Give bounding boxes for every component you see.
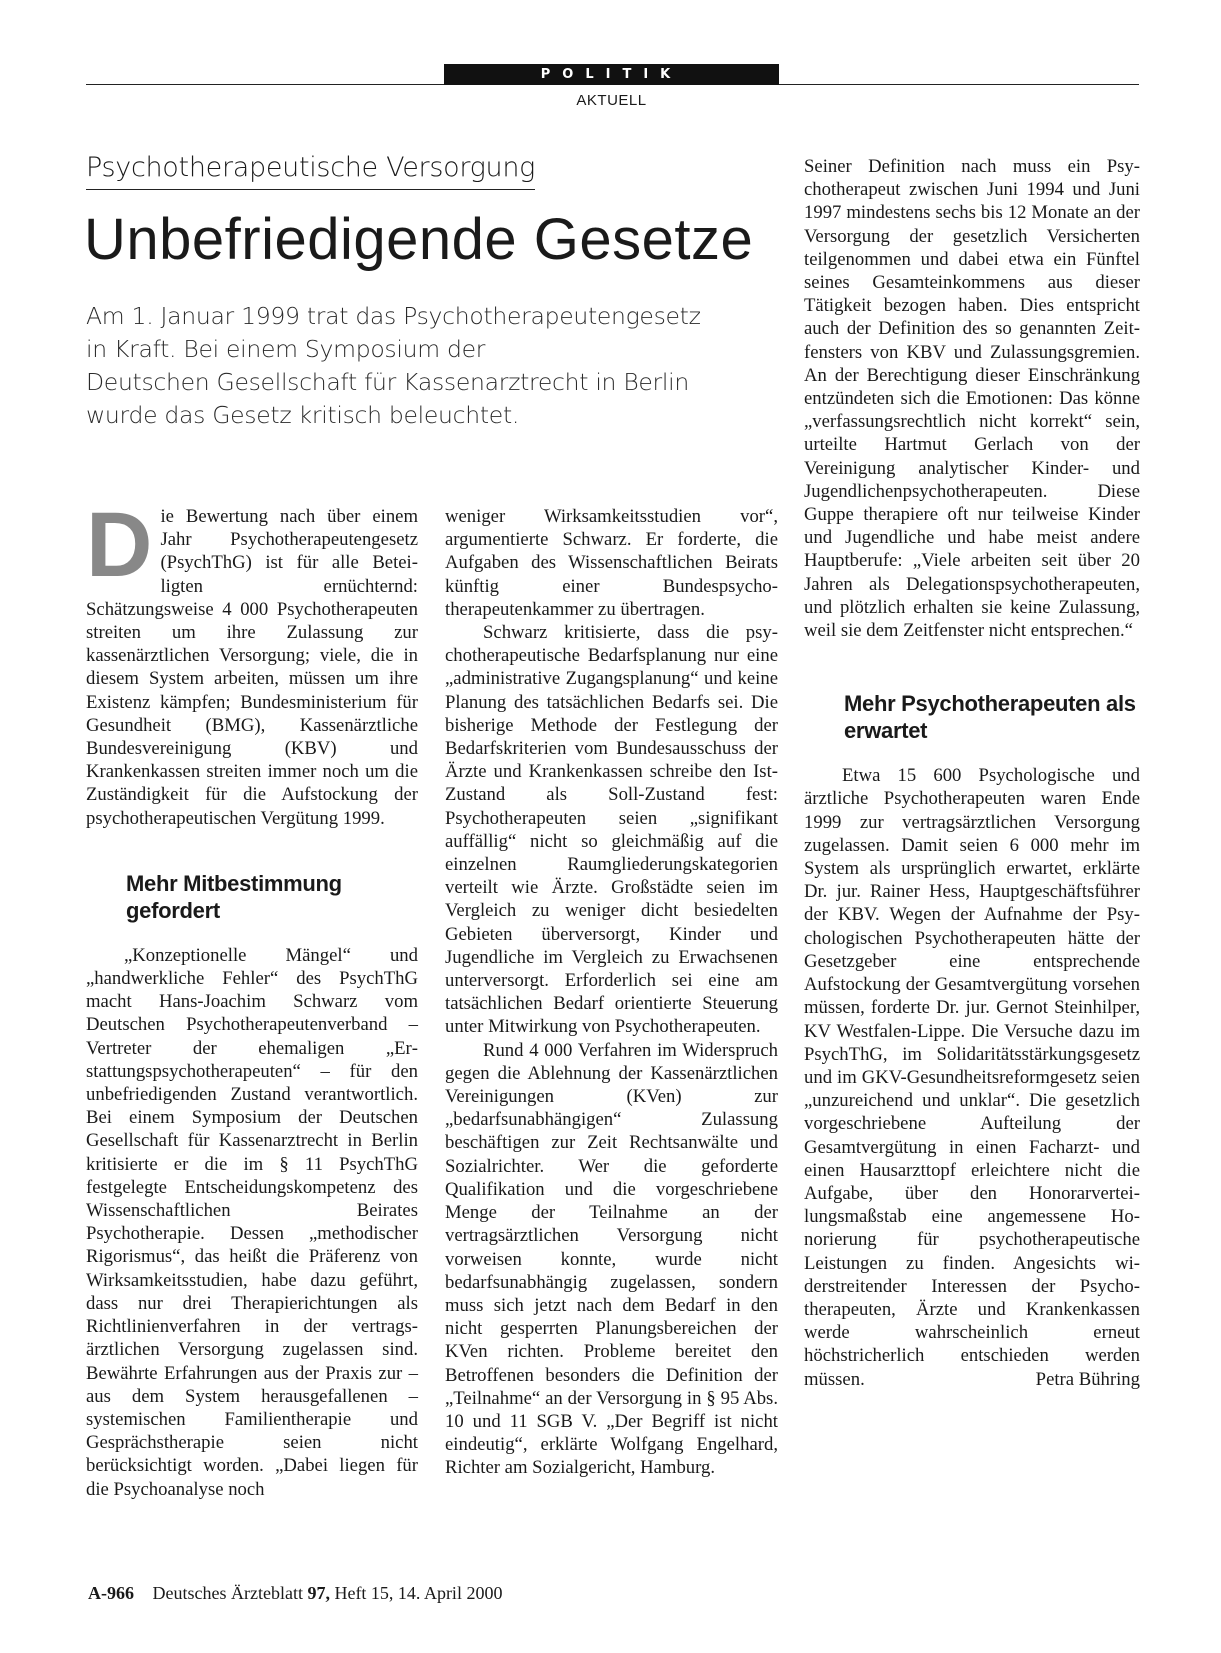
lead-line: Deutschen Gesellschaft für Kassenarztrecht in Berlin xyxy=(86,368,689,396)
article-lead xyxy=(86,300,766,432)
body-paragraph: Schwarz kritisierte, dass die psychotherapeutische Bedarfsplanung nur eine „administrative Zugangsplanung“ und keine Planung des tatsächlichen Bedarfs sei. Die bisherige Methode der Festlegung der Bedarfskriterien vom Bundesausschuss der Ärzte und Krankenkassen schreibe den Ist-Zustand als Soll-Zustand fest: Psychotherapeuten seien „signifikant auffällig“ nicht so gleichmäßig auf die einzelnen Raumgliederungskategorien verteilt wie Ärzte. Großstädte seien im Vergleich zu weniger dicht besiedelten Gebieten überversorgt, Kinder und Jugendliche im Vergleich zu Erwachsenen unterversorgt. Erforderlich sei eine am tatsächlichen Bedarf orientierte Steuerung unter Mitwirkung von Psychotherapeuten. xyxy=(445,622,778,1038)
text-column-3 xyxy=(804,155,1140,1391)
lead-line: wurde das Gesetz kritisch beleuchtet. xyxy=(86,401,520,429)
journal-name: Deutsches Ärzteblatt xyxy=(152,1583,303,1603)
intro-paragraph xyxy=(86,494,418,830)
journal-issue: Heft 15, 14. April 2000 xyxy=(334,1583,503,1603)
body-paragraph xyxy=(804,764,1140,1390)
subheading-1: Mehr Mitbestimmung gefordert xyxy=(126,870,342,923)
subheading-2: Mehr Psychotherapeuten als erwartet xyxy=(844,691,1136,744)
body-text: Etwa 15 600 Psychologische und ärztliche Psychotherapeuten waren Ende 1999 zur vertragsärztlichen Versorgung zugelassen. Damit seien 6 000 mehr im System als ursprünglich erwartet, erklärte Dr. jur. Rainer Hess, Hauptgeschäftsführer der KBV. Wegen der Aufnahme der Psychologischen Psychotherapeuten hätte der Gesetzgeber eine entsprechende Aufstockung der Gesamtvergütung vorsehen müssen, forderte Dr. jur. Gernot Steinhilper, KV Westfalen-Lippe. Die Versuche dazu im PsychThG, im Solidaritätsstärkungsgesetz und im GKV-Gesundheitsreformgesetz seien „unzureichend und unklar“. Die gesetzlich vorgeschriebene Aufteilung der Gesamtvergütung in einen Facharzt- und einen Hausarzttopf erleichtere nicht die Aufgabe, über den Honorarverteilungsmaßstab eine angemessene Honorierung für psychotherapeutische Leistungen zu finden. Angesichts widerstreitender Interessen der Psychotherapeuten, Ärzte und Krankenkassen werde wahrscheinlich erneut höchstricherlich entschieden werden müssen. xyxy=(804,765,1140,1390)
dropcap: D xyxy=(86,494,153,596)
section-label: POLITIK xyxy=(444,64,779,85)
body-paragraph: weniger Wirksamkeitsstudien vor“, argumentierte Schwarz. Er forderte, die Aufgaben des Wissenschaftlichen Beirats künftig einer Bundespsychotherapeutenkammer zu übertragen. xyxy=(445,506,778,620)
body-paragraph: „Konzeptionelle Mängel“ und „handwerkliche Fehler“ des PsychThG macht Hans-Joachim Schwarz vom Deutschen Psychotherapeutenverband – Vertreter der ehemaligen „Erstattungspsychotherapeuten“ – für den unbefriedigenden Zustand verantwortlich. Bei einem Symposium der Deutschen Gesellschaft für Kassenarztrecht in Berlin kritisierte er die im § 11 PsychThG festgelegte Entscheidungskompetenz des Wissenschaftlichen Beirates Psychotherapie. Dessen „methodischer Rigorismus“, das heißt die Präferenz von Wirksamkeitsstudien, habe dazu geführt, dass nur drei Therapierichtungen als Richtlinienverfahren in der vertragsärztlichen Versorgung zugelassen sind. Bewährte Erfahrungen aus der Praxis zur – aus dem System herausgefallenen – systemischen Familientherapie und Gesprächstherapie seien nicht berücksichtigt worden. „Dabei liegen für die Psychoanalyse noch xyxy=(86,944,418,1500)
page-number: A-966 xyxy=(88,1583,134,1603)
body-paragraph: Rund 4 000 Verfahren im Widerspruch gegen die Ablehnung der Kassenärztlichen Vereinigungen (KVen) zur „bedarfsunabhängigen“ Zulassung beschäftigen zur Zeit Rechtsanwälte und Sozialrichter. Wer die geforderte Qualifikation und die vorgeschriebene Menge der Teilnahme an der vertragsärztlichen Versorgung nicht vorweisen konnte, wurde nicht bedarfsunabhängig zugelassen, sondern muss sich jetzt nach dem Bedarf in den nicht gesperrten Planungsbereichen der KVen richten. Probleme bereitet den Betroffenen besonders die Definition der „Teilnahme“ an der Versorgung in § 95 Abs. 10 und 11 SGB V. „Der Begriff ist nicht eindeutig“, erklärte Wolfgang Engelhard, Richter am Sozialgericht, Hamburg. xyxy=(445,1039,778,1479)
lead-line: Am 1. Januar 1999 trat das Psychotherapeutengesetz xyxy=(86,302,701,330)
author-signature: Petra Bühring xyxy=(1035,1368,1140,1390)
lead-line: in Kraft. Bei einem Symposium der xyxy=(86,335,486,363)
article-headline: Unbefriedigende Gesetze xyxy=(84,207,754,272)
body-paragraph: Seiner Definition nach muss ein Psychotherapeut zwischen Juni 1994 und Juni 1997 mindestens sechs bis 12 Monate an der Versorgung der gesetzlich Versicherten teilgenommen und dabei etwa ein Fünftel seines Gesamteinkommens aus dieser Tätigkeit bezogen haben. Dies entspricht auch der Definition des so genannten Zeitfensters von KBV und Zulassungsgremien. An der Berechtigung dieser Einschränkung entzündeten sich die Emotionen: Das könne „verfassungsrechtlich nicht korrekt“ sein, urteilte Hartmut Gerlach von der Vereinigung analytischer Kinder- und Jugendlichenpsychotherapeuten. Diese Guppe therapiere oft nur teilweise Kinder und Jugendliche und habe meist andere Hauptberufe: „Viele arbeiten seit über 20 Jahren als Delegationspsychotherapeuten, und plötzlich erhalten sie keine Zulassung, weil sie dem Zeitfenster nicht entsprechen.“ xyxy=(804,156,1140,642)
text-column-1 xyxy=(86,494,418,1501)
journal-volume: 97, xyxy=(307,1583,330,1603)
subsection-label: AKTUELL xyxy=(576,92,647,109)
intro-text: ie Bewertung nach über einem Jahr Psychotherapeutengesetz (PsychThG) ist für alle Beteiligten ernüchternd: Schätzungsweise 4 000 Psychotherapeuten streiten um ihre Zulassung zur kassenärztlichen Versorgung; viele, die in diesem System arbeiten, müssen um ihre Existenz kämpfen; Bundesministerium für Gesundheit (BMG), Kassenärztliche Bundesvereinigung (KBV) und Krankenkassen streiten immer noch um die Zuständigkeit für die Aufstockung der psychotherapeutischen Vergütung 1999. xyxy=(86,506,418,829)
page-footer xyxy=(88,1583,502,1604)
text-column-2 xyxy=(445,505,778,1480)
article-kicker: Psychotherapeutische Versorgung xyxy=(86,152,535,190)
